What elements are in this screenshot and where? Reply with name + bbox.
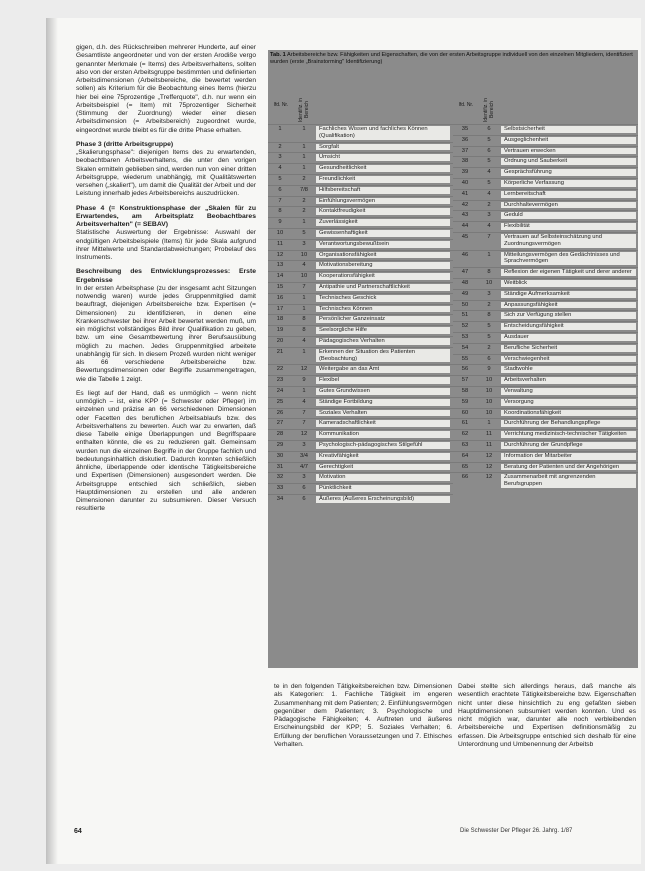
row-number: 11 — [276, 240, 284, 247]
row-label: Pädagogisches Verhalten — [316, 338, 450, 345]
row-number: 33 — [276, 485, 284, 492]
row-area: 9 — [487, 366, 491, 373]
row-label: Lernbereitschaft — [501, 191, 636, 198]
row-number: 22 — [276, 366, 284, 373]
row-number: 36 — [461, 136, 469, 143]
table-row — [453, 156, 638, 167]
table-row — [453, 278, 638, 289]
row-number: 63 — [461, 441, 469, 448]
row-number: 27 — [276, 420, 284, 427]
row-number: 62 — [461, 431, 469, 438]
row-area: 10 — [485, 409, 493, 416]
row-number: 49 — [461, 290, 469, 297]
row-number: 55 — [461, 355, 469, 362]
row-number: 44 — [461, 223, 469, 230]
row-label: Psychologisch-pädagogisches Stilgefühl — [316, 442, 450, 449]
table-row — [453, 397, 638, 408]
row-number: 14 — [276, 273, 284, 280]
row-number: 46 — [461, 251, 469, 258]
row-area: 6 — [487, 355, 491, 362]
journal-footer: Die Schwester Der Pfleger 26. Jahrg. 1/87 — [460, 828, 573, 834]
row-label: Information der Mitarbeiter — [501, 453, 636, 460]
row-label: Sich zur Verfügung stellen — [501, 312, 636, 319]
row-label: Umsicht — [316, 154, 450, 161]
table-caption — [270, 52, 636, 65]
table-row — [268, 185, 453, 196]
table-row — [453, 462, 638, 473]
table-row — [453, 300, 638, 311]
row-number: 21 — [276, 348, 284, 355]
table-row — [453, 321, 638, 332]
row-area: 1 — [487, 251, 491, 258]
row-label: Kreativfähigkeit — [316, 453, 450, 460]
row-label: Soziales Verhalten — [316, 410, 450, 417]
row-area: 12 — [485, 474, 493, 481]
table-row — [268, 325, 453, 336]
row-label: Durchhaltevermögen — [501, 202, 636, 209]
table-row — [268, 142, 453, 153]
table-row — [453, 178, 638, 189]
row-number: 45 — [461, 233, 469, 240]
row-label: Technisches Können — [316, 306, 450, 313]
table-header-number-left: lfd. Nr. — [273, 102, 289, 108]
table-row — [268, 196, 453, 207]
bottom-middle-column — [274, 683, 452, 749]
row-label: Mitteilungsvermögen des Gedächtnisses und Sprachvermögen — [501, 252, 636, 266]
row-area: 4 — [487, 169, 491, 176]
row-number: 51 — [461, 312, 469, 319]
table-row — [268, 483, 453, 494]
phase3-heading: Phase 3 (dritte Arbeitsgruppe) — [76, 140, 174, 148]
row-label: Gewissenhaftigkeit — [316, 230, 450, 237]
table-row — [268, 250, 453, 261]
row-area: 6 — [302, 485, 306, 492]
row-number: 43 — [461, 212, 469, 219]
table-row — [453, 289, 638, 300]
row-area: 12 — [300, 366, 308, 373]
table-row — [453, 135, 638, 146]
row-label: Gerechtigkeit — [316, 464, 450, 471]
row-label: Freundlichkeit — [316, 176, 450, 183]
row-area: 8 — [302, 316, 306, 323]
row-area: 1 — [302, 165, 306, 172]
table-row — [268, 336, 453, 347]
row-number: 28 — [276, 431, 284, 438]
table-row — [268, 418, 453, 429]
table-row — [268, 494, 453, 505]
row-number: 1 — [278, 126, 282, 132]
page-number: 64 — [74, 828, 82, 835]
row-label: Pünktlichkeit — [316, 485, 450, 492]
row-number: 13 — [276, 262, 284, 269]
row-label: Verrichtung medizinisch-technischer Tätigkeiten — [501, 431, 636, 438]
row-number: 20 — [276, 337, 284, 344]
table-row — [453, 221, 638, 232]
row-area: 5 — [302, 229, 306, 236]
row-label: Vertrauen erwecken — [501, 148, 636, 155]
row-label: Kameradschaftlichkeit — [316, 420, 450, 427]
table-row — [268, 472, 453, 483]
row-area: 2 — [302, 208, 306, 215]
table-row — [268, 386, 453, 397]
row-label: Flexibilität — [501, 223, 636, 230]
table-row — [268, 451, 453, 462]
row-number: 25 — [276, 398, 284, 405]
table-row — [453, 210, 638, 221]
row-number: 32 — [276, 474, 284, 481]
row-number: 15 — [276, 283, 284, 290]
bottom-right-text: Dabei stellte sich allerdings heraus, daß manche als wesentlich erachtete Tätigkeitsbereiche bzw. Eigenschaften nicht unter diese hinsichtlich zu eng gefaßten sieben Hauptdimensionen subsumiert werden konnten. Und es nicht möglich war, darunter alle noch verbleibenden Arbeitsbereiche und Expertisen definitionsmäßig zu erfassen. Die Arbeitsgruppe entschied sich deshalb für eine Unterordnung und Umbenennung der Arbeitsb — [458, 683, 636, 748]
row-number: 5 — [278, 175, 282, 182]
row-label: Technisches Geschick — [316, 295, 450, 302]
row-area: 6 — [487, 147, 491, 154]
table-row — [453, 310, 638, 321]
table-row — [453, 386, 638, 397]
row-label: Kontaktfreudigkeit — [316, 208, 450, 215]
row-number: 12 — [276, 251, 284, 258]
row-area: 5 — [487, 179, 491, 186]
table-row — [268, 217, 453, 228]
row-number: 56 — [461, 366, 469, 373]
row-number: 29 — [276, 441, 284, 448]
row-area: 3/4 — [299, 452, 309, 459]
row-label: Entscheidungsfähigkeit — [501, 323, 636, 330]
row-label: Vertrauen auf Selbsteinschätzung und Zuordnungsvermögen — [501, 234, 636, 248]
row-label: Gutes Grundwissen — [316, 388, 450, 395]
table-row — [268, 375, 453, 386]
row-area: 7 — [302, 283, 306, 290]
row-label: Persönlicher Ganzeinsatz — [316, 316, 450, 323]
row-area: 12 — [485, 452, 493, 459]
row-number: 35 — [461, 126, 469, 132]
table-header-area-left: Identifiz. in Bereich — [298, 98, 310, 122]
row-number: 34 — [276, 495, 284, 502]
row-area: 1 — [302, 126, 306, 132]
bottom-right-column — [458, 683, 636, 749]
row-area: 10 — [485, 279, 493, 286]
row-area: 10 — [485, 387, 493, 394]
row-label: Antipathie und Partnerschaftlichkeit — [316, 284, 450, 291]
row-area: 6 — [302, 495, 306, 502]
table-row — [453, 250, 638, 268]
row-area: 2 — [302, 197, 306, 204]
row-label: Durchführung der Behandlungspflege — [501, 420, 636, 427]
table-row — [268, 228, 453, 239]
row-number: 52 — [461, 323, 469, 330]
row-area: 7/8 — [299, 186, 309, 193]
row-number: 57 — [461, 377, 469, 384]
row-area: 1 — [302, 154, 306, 161]
table-header-number-right: lfd. Nr. — [458, 102, 474, 108]
row-label: Geduld — [501, 212, 636, 219]
table-row — [453, 232, 638, 250]
table-row — [453, 472, 638, 490]
row-number: 18 — [276, 316, 284, 323]
row-area: 6 — [487, 126, 491, 132]
table-row — [453, 332, 638, 343]
row-label: Anpassungsfähigkeit — [501, 302, 636, 309]
row-label: Weitblick — [501, 280, 636, 287]
table-row — [453, 146, 638, 157]
row-label: Verantwortungsbewußtsein — [316, 241, 450, 248]
row-area: 4 — [302, 262, 306, 269]
row-label: Ausgeglichenheit — [501, 137, 636, 144]
row-number: 61 — [461, 420, 469, 427]
bottom-middle-text: te in den folgenden Tätigkeitsbereichen bzw. Dimensionen als Kategorien: 1. Fachliche Tätigkeit im engeren Zusammenhang mit dem Patienten; 2. Einfühlungsvermögen gegenüber dem Patienten; 3. Psychologische und Pädagogische Fähigkeiten; 4. Auftreten und äußeres Erscheinungsbild der KPP; 5. Soziales Verhalten; 6. Erfüllung der beruflichen Voraussetzungen und 7. Ethisches Verhalten. — [274, 683, 452, 748]
row-label: Einfühlungsvermögen — [316, 198, 450, 205]
row-area: 7 — [487, 233, 491, 240]
row-label: Selbstsicherheit — [501, 126, 636, 133]
phase3-text: „Skalierungsphase": diejenigen Items des zu erwartenden, beobachtbaren Arbeitsverhaltens, die unter den vorigen Skalen ermitteln geblieben sind, werden nun von einer dritten Arbeitsgruppe, wiederum unabhängig, mit Qualitätswerten versehen („skaliert"), um damit die Qualität der Arbeit und der Leistung innerhalb jedes Arbeitsbereichs auszudrücken. — [76, 149, 256, 198]
row-area: 10 — [485, 398, 493, 405]
row-number: 40 — [461, 179, 469, 186]
table-row — [453, 200, 638, 211]
table-row — [453, 354, 638, 365]
row-label: Versorgung — [501, 399, 636, 406]
row-number: 9 — [278, 219, 282, 226]
row-number: 39 — [461, 169, 469, 176]
row-area: 2 — [487, 301, 491, 308]
row-label: Organisationsfähigkeit — [316, 252, 450, 259]
table-row — [268, 174, 453, 185]
row-area: 12 — [485, 463, 493, 470]
row-area: 5 — [487, 136, 491, 143]
row-number: 23 — [276, 377, 284, 384]
table-row — [453, 364, 638, 375]
row-number: 59 — [461, 398, 469, 405]
phase4-heading: Phase 4 (= Konstruktionsphase der „Skalen für zu Erwartendes, am Arbeitsplatz Beobachtbares Arbeitsverhalten" (= SEBAV) — [76, 204, 256, 228]
table-row — [268, 440, 453, 451]
table-row — [268, 124, 453, 142]
row-label: Ständige Fortbildung — [316, 399, 450, 406]
table-row — [453, 189, 638, 200]
table-row — [268, 462, 453, 473]
table-row — [453, 418, 638, 429]
row-number: 10 — [276, 229, 284, 236]
table-row — [268, 163, 453, 174]
row-label: Gesundheitlichkeit — [316, 165, 450, 172]
row-number: 19 — [276, 327, 284, 334]
row-number: 54 — [461, 344, 469, 351]
row-number: 4 — [278, 165, 282, 172]
row-number: 42 — [461, 201, 469, 208]
row-number: 47 — [461, 269, 469, 276]
row-label: Kooperationsfähigkeit — [316, 273, 450, 280]
table-row — [453, 375, 638, 386]
row-area: 2 — [487, 344, 491, 351]
row-number: 17 — [276, 305, 284, 312]
row-area: 4 — [302, 398, 306, 405]
row-label: Motivation — [316, 474, 450, 481]
row-label: Sorgfalt — [316, 144, 450, 151]
row-area: 1 — [302, 294, 306, 301]
table-row — [453, 451, 638, 462]
row-label: Seelsorgliche Hilfe — [316, 327, 450, 334]
row-label: Weitergabe an das Amt — [316, 366, 450, 373]
row-label: Kommunikation — [316, 431, 450, 438]
row-area: 11 — [485, 441, 493, 448]
row-area: 3 — [487, 212, 491, 219]
row-area: 3 — [487, 290, 491, 297]
table-row — [453, 429, 638, 440]
row-area: 4 — [302, 337, 306, 344]
row-label: Ordnung und Sauberkeit — [501, 158, 636, 165]
page-gutter-shadow — [46, 18, 58, 864]
row-area: 5 — [487, 333, 491, 340]
row-number: 24 — [276, 387, 284, 394]
row-label: Flexibel — [316, 377, 450, 384]
section-paragraph-1: In der ersten Arbeitsphase (zu der insgesamt acht Sitzungen notwendig waren) wurde jedes Gruppenmitglied damit beauftragt, diejenigen Arbeitsbereiche bzw. Expertisen (= Dimensionen) zu identifizieren, in denen eine Krankenschwester bei ihrer Arbeit bewertet werden muß, um ein möglichst vollständiges Bild ihrer Qualifikation zu geben, bzw. um eine Gesamtbewertung ihrer Berufsausübung möglich zu machen. Jedes Gruppenmitglied arbeitete unabhängig für sich. In diesem Prozeß wurden nicht weniger als 66 verschiedene Arbeitsbereiche bzw. Bewertungsdimensionen oder Begriffe zusammengetragen, wie die Tabelle 1 zeigt. — [76, 284, 256, 383]
row-number: 37 — [461, 147, 469, 154]
row-area: 12 — [300, 431, 308, 438]
table-row — [268, 364, 453, 375]
table-row — [268, 397, 453, 408]
table-row — [268, 408, 453, 419]
row-label: Reflexion der eigenen Tätigkeit und derer anderer — [501, 269, 636, 276]
row-label: Motivationsbereitung — [316, 262, 450, 269]
row-label: Körperliche Verfassung — [501, 180, 636, 187]
row-area: 3 — [302, 474, 306, 481]
row-area: 8 — [302, 327, 306, 334]
row-label: Beratung der Patienten und der Angehörigen — [501, 464, 636, 471]
row-number: 16 — [276, 294, 284, 301]
left-text-column — [76, 44, 256, 520]
table-row — [453, 440, 638, 451]
row-number: 3 — [278, 154, 282, 161]
table-caption-label: Tab. 1 — [270, 52, 286, 58]
table-row — [268, 293, 453, 304]
row-number: 26 — [276, 409, 284, 416]
table-row — [453, 167, 638, 178]
row-area: 7 — [302, 409, 306, 416]
row-number: 8 — [278, 208, 282, 215]
intro-paragraph: gigen, d.h. des Rückschreiben mehrerer Hunderte, auf einer Gesamtliste angeordneter und von der ersten Arodiße vergo genannter Merkmale (= Items) des Arbeitsverhaltens, sollten also von der ersten Arbeitsgruppe bestimmten und definierten Arbeitsdimensionen (Arbeitsbereiche, die bewertet werden sollen) als Kriterium für die Beobachtung eines Items (hierzu hier bei eine 75prozentige „Trefferquote", d.h. nur wenn ein Arbeitsbeispiel (= Item) mit 75prozentiger Sicherheit (Stimmung der Zuordnung) wieder einer diesen Arbeitsdimension (= Arbeitsbereich) zugeordnet wurde, eingeordnet wurde bleibt es für die dritte Phase erhalten. — [76, 44, 256, 134]
table-row — [268, 152, 453, 163]
row-area: 2 — [302, 175, 306, 182]
row-area: 9 — [302, 377, 306, 384]
row-number: 65 — [461, 463, 469, 470]
table-row — [268, 271, 453, 282]
row-number: 60 — [461, 409, 469, 416]
row-area: 1 — [487, 420, 491, 427]
table-header-area-right: Identifiz. in Bereich — [483, 98, 495, 122]
table-row — [268, 429, 453, 440]
row-number: 66 — [461, 474, 469, 481]
row-area: 11 — [485, 431, 493, 438]
row-label: Zusammenarbeit mit angrenzenden Berufsgruppen — [501, 474, 636, 488]
row-number: 31 — [276, 463, 284, 470]
row-label: Äußeres (Äußeres Erscheinungsbild) — [316, 496, 450, 503]
row-number: 50 — [461, 301, 469, 308]
row-label: Ständige Aufmerksamkeit — [501, 291, 636, 298]
row-area: 8 — [487, 312, 491, 319]
row-number: 38 — [461, 158, 469, 165]
row-area: 1 — [302, 387, 306, 394]
row-number: 58 — [461, 387, 469, 394]
table-row — [268, 304, 453, 315]
row-label: Verwaltung — [501, 388, 636, 395]
section-paragraph-2: Es liegt auf der Hand, daß es unmöglich – wenn nicht unmöglich – ist, eine KPP (= Schwester oder Pfleger) im einzelnen und präzise an 66 verschiedenen Dimensionen oder Facetten des beruflichen Arbeitsablaufs bzw. des Arbeitsverhaltens zu bewerten. Auch war zu erwarten, daß diese Tabelle einige Überlappungen und Begriffspaare enthalten könnte, die es zu reduzieren galt. Gemeinsam wurden nun die einzelnen Begriffe in der Gruppe fachlich und bedeutungsinhaltlich diskutiert. Dadurch konnten schließlich ähnliche, überlappende oder identische Tätigkeitsbereiche und Expertisen (Dimensionen) ausgesondert werden. Die Arbeitsgruppe entschied sich schließlich, sieben Hauptdimensionen zu erstellen und alle anderen Dimensionen darunter zu subsumieren. Dieser Versuch resultierte — [76, 389, 256, 513]
row-number: 41 — [461, 190, 469, 197]
table-row — [268, 347, 453, 365]
row-number: 48 — [461, 279, 469, 286]
row-number: 53 — [461, 333, 469, 340]
row-area: 10 — [300, 273, 308, 280]
row-label: Verschwiegenheit — [501, 356, 636, 363]
row-area: 1 — [302, 219, 306, 226]
row-label: Erkennen der Situation des Patienten (Beobachtung) — [316, 349, 450, 363]
row-number: 2 — [278, 143, 282, 150]
table-row — [453, 124, 638, 135]
table-row — [268, 206, 453, 217]
table-row — [268, 314, 453, 325]
row-area: 1 — [302, 305, 306, 312]
table-rows-right — [453, 124, 638, 490]
row-label: Gesprächsführung — [501, 169, 636, 176]
row-label: Arbeitsverhalten — [501, 377, 636, 384]
row-area: 2 — [487, 201, 491, 208]
row-number: 64 — [461, 452, 469, 459]
row-area: 3 — [302, 240, 306, 247]
table-row — [453, 408, 638, 419]
row-number: 7 — [278, 197, 282, 204]
table-row — [268, 282, 453, 293]
table-1 — [268, 50, 638, 668]
row-area: 8 — [487, 269, 491, 276]
row-label: Ausdauer — [501, 334, 636, 341]
row-area: 4/7 — [299, 463, 309, 470]
row-number: 30 — [276, 452, 284, 459]
row-area: 5 — [487, 158, 491, 165]
row-area: 7 — [302, 420, 306, 427]
row-number: 6 — [278, 186, 282, 193]
row-label: Berufliche Sicherheit — [501, 345, 636, 352]
table-row — [268, 260, 453, 271]
row-area: 1 — [302, 143, 306, 150]
section-heading: Beschreibung des Entwicklungsprozesses: Erste Ergebnisse — [76, 268, 256, 284]
row-label: Zuverlässigkeit — [316, 219, 450, 226]
table-caption-text: Arbeitsbereiche bzw. Fähigkeiten und Eigenschaften, die von der ersten Arbeitsgruppe individuell von den einzelnen Mitgliedern, identifiziert wurden (erste „Brainstorming" Identifizierung) — [270, 52, 633, 65]
row-area: 1 — [302, 348, 306, 355]
row-label: Koordinationsfähigkeit — [501, 410, 636, 417]
table-row — [453, 267, 638, 278]
row-label: Durchführung der Grundpflege — [501, 442, 636, 449]
row-area: 10 — [485, 377, 493, 384]
row-label: Stadtwohle — [501, 366, 636, 373]
row-area: 5 — [487, 323, 491, 330]
table-row — [453, 343, 638, 354]
table-rows-left — [268, 124, 453, 505]
row-area: 4 — [487, 190, 491, 197]
table-row — [268, 239, 453, 250]
row-label: Hilfsbereitschaft — [316, 187, 450, 194]
row-label: Fachliches Wissen und fachliches Können (Qualifikation) — [316, 126, 450, 140]
phase4-text: Statistische Auswertung der Ergebnisse: Auswahl der endgültigen Arbeitsbeispiele (Items) für jede Skala aufgrund ihrer Mittelwerte und Standardabweichungen; Probelauf des Instruments. — [76, 229, 256, 261]
row-area: 3 — [302, 441, 306, 448]
row-area: 10 — [300, 251, 308, 258]
row-area: 4 — [487, 223, 491, 230]
